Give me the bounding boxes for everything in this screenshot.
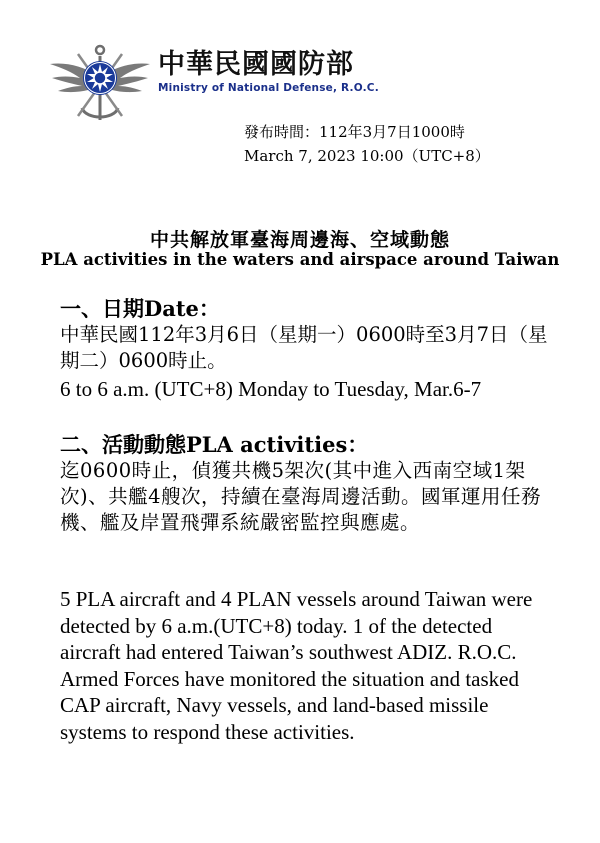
org-name-chinese: 中華民國國防部: [158, 49, 354, 80]
release-time-english: March 7, 2023 10:00（UTC+8）: [244, 147, 490, 165]
release-time-chinese: 發布時間：112年3月7日1000時: [244, 123, 465, 141]
letterhead: [48, 36, 568, 126]
section-date-body-chinese: 中華民國112年3月6日（星期一）0600時至3月7日（星期二）0600時止。: [60, 323, 548, 372]
section-date-body-english: 6 to 6 a.m. (UTC+8) Monday to Tuesday, Mar.6-7: [60, 377, 482, 401]
org-name-english: Ministry of National Defense, R.O.C.: [158, 82, 379, 94]
section-date-heading: 一、日期Date：: [60, 296, 220, 321]
document-title-chinese: 中共解放軍臺海周邊海、空域動態: [149, 229, 450, 251]
mnd-emblem-icon: [48, 36, 152, 126]
section-activities-body-english: 5 PLA aircraft and 4 PLAN vessels around Taiwan were detected by 6 a.m.(UTC+8) today. 1 of the detected aircraft had entered Taiwan’s southwest ADIZ. R.O.C. Armed Forces have monitored the situation and tasked CAP aircraft, Navy vessels, and land-based missile systems to respond these activities.: [60, 587, 533, 744]
section-activities-body-chinese: 迄0600時止，偵獲共機5架次(其中進入西南空域1架次)、共艦4艘次，持續在臺海周邊活動。國軍運用任務機、艦及岸置飛彈系統嚴密監控與應處。: [60, 459, 542, 534]
document-title-english: PLA activities in the waters and airspace around Taiwan: [40, 250, 560, 269]
section-activities-heading: 二、活動動態PLA activities：: [60, 432, 369, 457]
release-time: [244, 120, 490, 168]
